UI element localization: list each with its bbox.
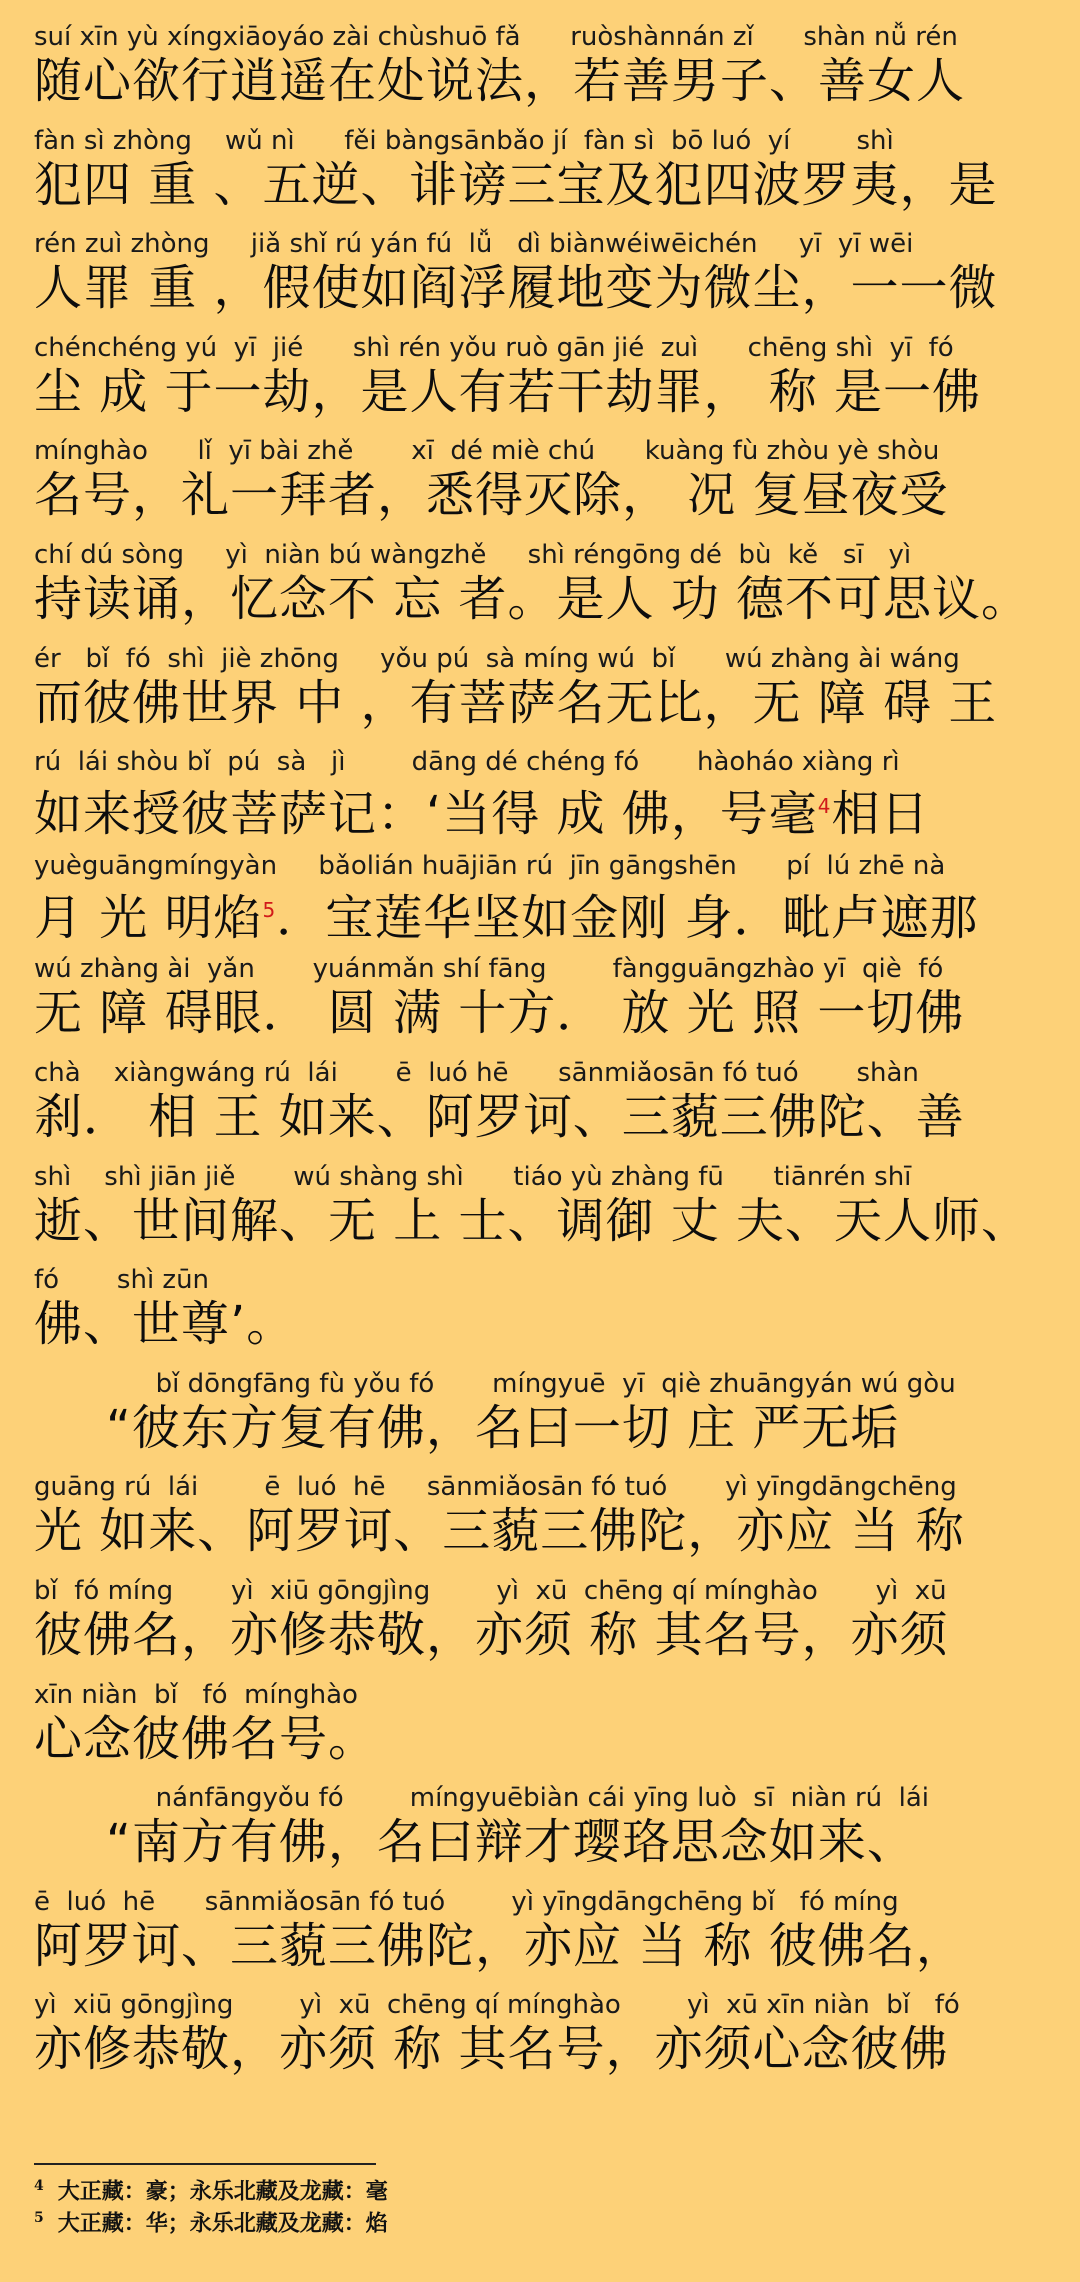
pinyin-line: rú lái shòu bǐ pú sà jì dāng dé chéng fó hàoháo xiàng rì xyxy=(34,747,900,777)
pinyin-line: chénchéng yú yī jié shì rén yǒu ruò gān jié zuì chēng shì yī fó xyxy=(34,333,954,363)
hanzi-line: 逝、世间解、无 上 士、调御 丈 夫、天人师、 xyxy=(34,1193,1031,1249)
hanzi-line xyxy=(34,881,1050,947)
pinyin-line: rén zuì zhòng jiǎ shǐ rú yán fú lǚ dì biànwéiwēichén yī yī wēi xyxy=(34,229,914,259)
pinyin-line: yuèguāngmíngyàn bǎolián huājiān rú jīn gāngshēn pí lú zhē nà xyxy=(34,851,946,881)
hanzi-line: 无 障 碍眼． 圆 满 十方． 放 光 照 一切佛 xyxy=(34,985,965,1041)
pinyin-line: ér bǐ fó shì jiè zhōng yǒu pú sà míng wú bǐ wú zhàng ài wáng xyxy=(34,644,960,674)
hanzi-segment: ．宝莲华坚如金刚 身．毗卢遮那 xyxy=(276,890,979,946)
hanzi-line: 亦修恭敬，亦须 称 其名号，亦须心念彼佛 xyxy=(34,2021,949,2077)
hanzi-line: 持读诵，忆念不 忘 者。是人 功 德不可思议。 xyxy=(34,571,1031,627)
pinyin-line: ē luó hē sānmiǎosān fó tuó yì yīngdāngchēng bǐ fó míng xyxy=(34,1887,899,1917)
footnote-text: 大正藏：豪；永乐北藏及龙藏：毫 xyxy=(57,2178,388,2205)
hanzi-line: 光 如来、阿罗诃、三藐三佛陀，亦应 当 称 xyxy=(34,1503,965,1559)
hanzi-line: 尘 成 于一劫，是人有若干劫罪， 称 是一佛 xyxy=(34,364,982,420)
hanzi-line: 阿罗诃、三藐三佛陀，亦应 当 称 彼佛名， xyxy=(34,1918,965,1974)
hanzi-line xyxy=(34,777,1050,843)
footnote-mark: 4 xyxy=(34,2178,44,2194)
pinyin-line: fó shì zūn xyxy=(34,1265,210,1295)
footnote-divider xyxy=(34,2163,376,2165)
hanzi-segment: 月 光 明焰 xyxy=(34,890,263,946)
hanzi-line: 佛、世尊’。 xyxy=(34,1296,296,1352)
hanzi-line: “南方有佛，名曰辩才璎珞思念如来、 xyxy=(106,1814,916,1870)
pinyin-line: mínghào lǐ yī bài zhě xī dé miè chú kuàng fù zhòu yè shòu xyxy=(34,436,940,466)
hanzi-segment: 如来授彼菩萨记：‘当得 成 佛，号毫 xyxy=(34,786,818,842)
hanzi-line: 而彼佛世界 中 ，有菩萨名无比，无 障 碍 王 xyxy=(34,675,998,731)
hanzi-segment: 相日 xyxy=(831,786,930,842)
pinyin-line: bǐ dōngfāng fù yǒu fó míngyuē yī qiè zhuāngyán wú gòu xyxy=(106,1369,956,1399)
pinyin-line: chí dú sòng yì niàn bú wàngzhě shì réngōng dé bù kě sī yì xyxy=(34,540,912,570)
hanzi-line: 随心欲行逍遥在处说法，若善男子、善女人 xyxy=(34,53,966,109)
footnote-5 xyxy=(34,2204,388,2237)
pinyin-line: bǐ fó míng yì xiū gōngjìng yì xū chēng qí mínghào yì xū xyxy=(34,1576,947,1606)
footnote-mark: 5 xyxy=(34,2210,44,2226)
pinyin-line: chà xiàngwáng rú lái ē luó hē sānmiǎosān fó tuó shàn xyxy=(34,1058,919,1088)
hanzi-line: 刹． 相 王 如来、阿罗诃、三藐三佛陀、善 xyxy=(34,1089,965,1145)
pinyin-line: wú zhàng ài yǎn yuánmǎn shí fāng fàngguāngzhào yī qiè fó xyxy=(34,954,944,984)
pinyin-line: fàn sì zhòng wǔ nì fěi bàngsānbǎo jí fàn sì bō luó yí shì xyxy=(34,126,894,156)
pinyin-line: xīn niàn bǐ fó mínghào xyxy=(34,1680,358,1710)
pinyin-line: suí xīn yù xíngxiāoyáo zài chùshuō fǎ ruòshànnán zǐ shàn nǚ rén xyxy=(34,22,958,52)
hanzi-line: 心念彼佛名号。 xyxy=(34,1711,378,1767)
footnote-4 xyxy=(34,2172,388,2205)
hanzi-line: 彼佛名，亦修恭敬，亦须 称 其名号，亦须 xyxy=(34,1607,949,1663)
pinyin-line: nánfāngyǒu fó míngyuēbiàn cái yīng luò sī niàn rú lái xyxy=(106,1783,930,1813)
hanzi-line: 人罪 重 ，假使如阎浮履地变为微尘，一一微 xyxy=(34,260,998,316)
pinyin-line: yì xiū gōngjìng yì xū chēng qí mínghào yì xū xīn niàn bǐ fó xyxy=(34,1990,960,2020)
hanzi-line: 名号，礼一拜者，悉得灭除， 况 复昼夜受 xyxy=(34,467,949,523)
pinyin-line: guāng rú lái ē luó hē sānmiǎosān fó tuó yì yīngdāngchēng xyxy=(34,1472,957,1502)
footnote-text: 大正藏：华；永乐北藏及龙藏：焰 xyxy=(57,2210,388,2237)
footnote-ref: 4 xyxy=(817,794,832,818)
footnote-ref: 5 xyxy=(262,898,277,922)
hanzi-line: “彼东方复有佛，名曰一切 庄 严无垢 xyxy=(106,1400,900,1456)
hanzi-line: 犯四 重 、五逆、诽谤三宝及犯四波罗夷，是 xyxy=(34,157,998,213)
pinyin-line: shì shì jiān jiě wú shàng shì tiáo yù zhàng fū tiānrén shī xyxy=(34,1162,912,1192)
